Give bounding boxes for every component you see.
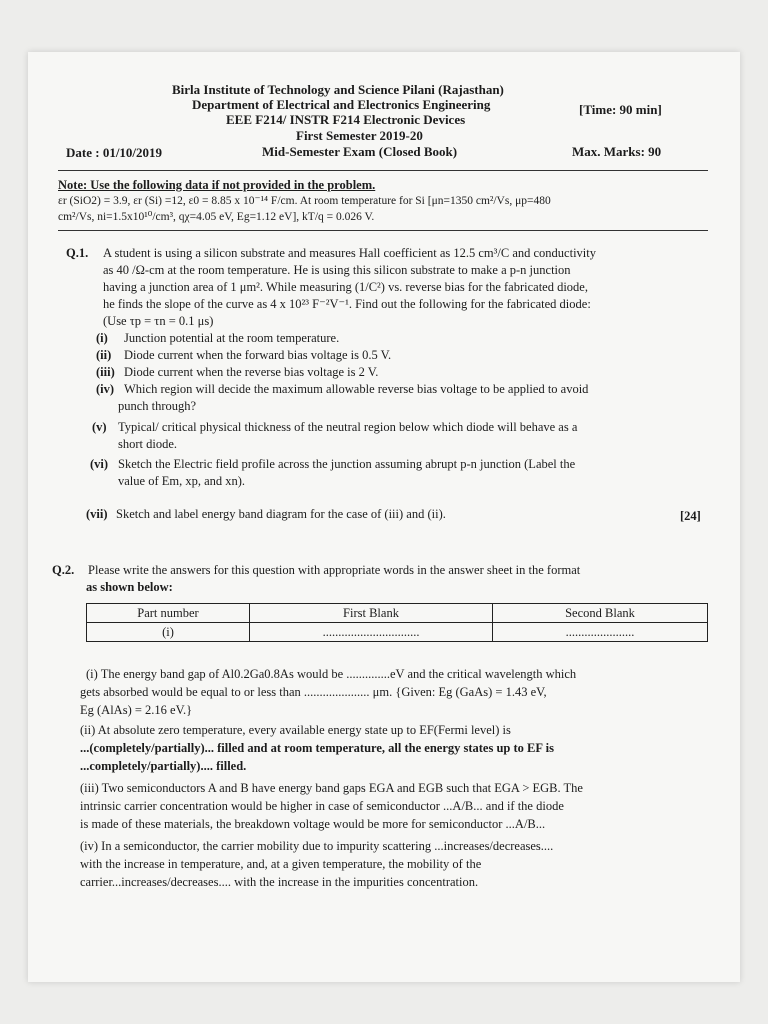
q1-part-text: Diode current when the forward bias voltage is 0.5 V. (124, 348, 392, 362)
column-header: Second Blank (493, 604, 708, 623)
exam-date: Date : 01/10/2019 (66, 145, 163, 160)
q1-part-text: value of Em, xp, and xn). (118, 474, 246, 488)
department-name: Department of Electrical and Electronics Engineering (192, 97, 491, 112)
exam-time: [Time: 90 min] (579, 102, 662, 117)
q1-stem-line: he finds the slope of the curve as 4 x 10²³ F⁻²V⁻¹. Find out the following for the fabricated diode: (103, 297, 591, 311)
q2-part-line: (iv) In a semiconductor, the carrier mobility due to impurity scattering ...increases/decreases.... (80, 839, 554, 853)
q1-part-label: (iii) (96, 365, 115, 379)
q2-part-line: (i) The energy band gap of Al0.2Ga0.8As would be ..............eV and the critical wavelength which (86, 667, 577, 681)
max-marks: Max. Marks: 90 (572, 144, 662, 159)
q1-marks: [24] (680, 509, 701, 523)
q2-part-line: ...completely/partially).... filled. (80, 759, 247, 773)
note-line-2: cm²/Vs, ni=1.5x10¹⁰/cm³, qχ=4.05 eV, Eg=1.12 eV], kT/q = 0.026 V. (58, 211, 375, 223)
q2-part-line: intrinsic carrier concentration would be higher in case of semiconductor ...A/B... and if the diode (80, 799, 564, 813)
column-header: Part number (87, 604, 250, 623)
q1-part-text: Junction potential at the room temperature. (124, 331, 340, 345)
q1-number: Q.1. (66, 246, 89, 260)
note-title: Note: Use the following data if not provided in the problem. (58, 178, 376, 192)
q2-part-line: ...(completely/partially)... filled and at room temperature, all the energy states up to EF is (80, 741, 555, 755)
note-line-1: εr (SiO2) = 3.9, εr (Si) =12, ε0 = 8.85 x 10⁻¹⁴ F/cm. At room temperature for Si [μn=1350 cm²/Vs, μp=480 (58, 195, 551, 207)
q2-stem-line: Please write the answers for this question with appropriate words in the answer sheet in the format (88, 563, 581, 577)
answer-format-table (86, 603, 708, 642)
q2-part-line: (iii) Two semiconductors A and B have energy band gaps EGA and EGB such that EGA > EGB. The (80, 781, 583, 795)
q2-part-line: with the increase in temperature, and, at a given temperature, the mobility of the (80, 857, 482, 871)
q2-part-line: is made of these materials, the breakdown voltage would be more for semiconductor ...A/B... (80, 817, 546, 831)
semester: First Semester 2019-20 (296, 128, 423, 143)
q1-part-text: Which region will decide the maximum allowable reverse bias voltage to be applied to avoid (124, 382, 589, 396)
q1-part-text: punch through? (118, 399, 197, 413)
column-header: First Blank (250, 604, 493, 623)
q1-stem-line: (Use τp = τn = 0.1 μs) (103, 314, 214, 328)
q2-part-line: gets absorbed would be equal to or less than ..................... μm. {Given: Eg (GaAs) = 1.43 eV, (80, 685, 547, 699)
q1-part-label: (v) (92, 420, 107, 434)
q1-part-text: Diode current when the reverse bias voltage is 2 V. (124, 365, 379, 379)
table-cell: ...................... (493, 623, 708, 642)
course-code: EEE F214/ INSTR F214 Electronic Devices (226, 112, 466, 127)
q1-stem-line: A student is using a silicon substrate and measures Hall coefficient as 12.5 cm³/C and conductivity (103, 246, 596, 260)
q2-stem-line: as shown below: (86, 580, 173, 594)
exam-type: Mid-Semester Exam (Closed Book) (262, 144, 458, 159)
q1-stem-line: as 40 /Ω-cm at the room temperature. He is using this silicon substrate to make a p-n junction (103, 263, 571, 277)
q2-part-line: carrier...increases/decreases.... with the increase in the impurities concentration. (80, 875, 479, 889)
table-row (87, 623, 708, 642)
q1-part-text: Sketch the Electric field profile across the junction assuming abrupt p-n junction (Label the (118, 457, 576, 471)
q1-part-label: (vi) (90, 457, 109, 471)
q2-part-line: Eg (AlAs) = 2.16 eV.} (80, 703, 193, 717)
q2-part-line: (ii) At absolute zero temperature, every available energy state up to EF(Fermi level) is (80, 723, 511, 737)
q1-part-text: Sketch and label energy band diagram for the case of (iii) and (ii). (116, 507, 446, 521)
table-header-row (87, 604, 708, 623)
table-cell: ............................... (250, 623, 493, 642)
note-divider (58, 230, 708, 231)
q1-stem-line: having a junction area of 1 μm². While measuring (1/C²) vs. reverse bias for the fabricated diode, (103, 280, 588, 294)
header-divider (58, 170, 708, 171)
q1-part-text: short diode. (118, 437, 178, 451)
q1-part-label: (ii) (96, 348, 112, 362)
q1-part-label: (iv) (96, 382, 115, 396)
table-cell: (i) (87, 623, 250, 642)
institute-name: Birla Institute of Technology and Science Pilani (Rajasthan) (172, 82, 504, 97)
q2-number: Q.2. (52, 563, 75, 577)
q1-part-label: (i) (96, 331, 108, 345)
q1-part-label: (vii) (86, 507, 108, 521)
q1-part-text: Typical/ critical physical thickness of the neutral region below which diode will behave as a (118, 420, 578, 434)
